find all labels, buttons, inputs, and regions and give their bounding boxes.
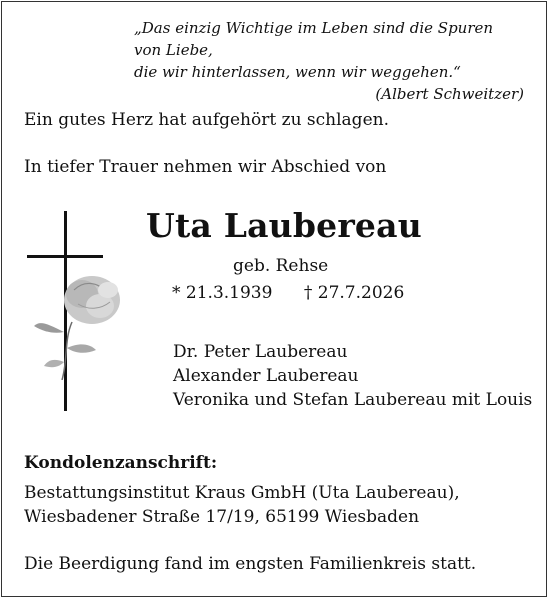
death-date: † 27.7.2026 (303, 283, 405, 303)
deceased-name: Uta Laubereau (146, 206, 422, 245)
mourner-item: Alexander Laubereau (173, 366, 359, 386)
quote-line-1: „Das einzig Wichtige im Leben sind die Spuren von Liebe, (134, 19, 494, 59)
funeral-note: Die Beerdigung fand im engsten Familienkreis statt. (24, 554, 477, 574)
condolence-address (24, 481, 460, 529)
quote-author: (Albert Schweitzer) (375, 85, 524, 103)
rose-flower-icon (34, 270, 134, 380)
epigraph-quote (0, 17, 524, 105)
birth-date: * 21.3.1939 (172, 283, 273, 303)
quote-line-2: die wir hinterlassen, wenn wir weggehen.“ (134, 63, 461, 81)
birth-name: geb. Rehse (233, 256, 329, 276)
life-dates (172, 283, 404, 303)
intro-line-1: Ein gutes Herz hat aufgehört zu schlagen. (24, 110, 389, 130)
mourner-item: Veronika und Stefan Laubereau mit Louis (173, 390, 533, 410)
intro-line-2: In tiefer Trauer nehmen wir Abschied von (24, 157, 387, 177)
condolence-heading: Kondolenzanschrift: (24, 453, 218, 473)
mourner-item: Dr. Peter Laubereau (173, 342, 348, 362)
address-line-2: Wiesbadener Straße 17/19, 65199 Wiesbaden (24, 507, 420, 527)
mourners-list (173, 340, 532, 412)
address-line-1: Bestattungsinstitut Kraus GmbH (Uta Laubereau), (24, 483, 460, 503)
